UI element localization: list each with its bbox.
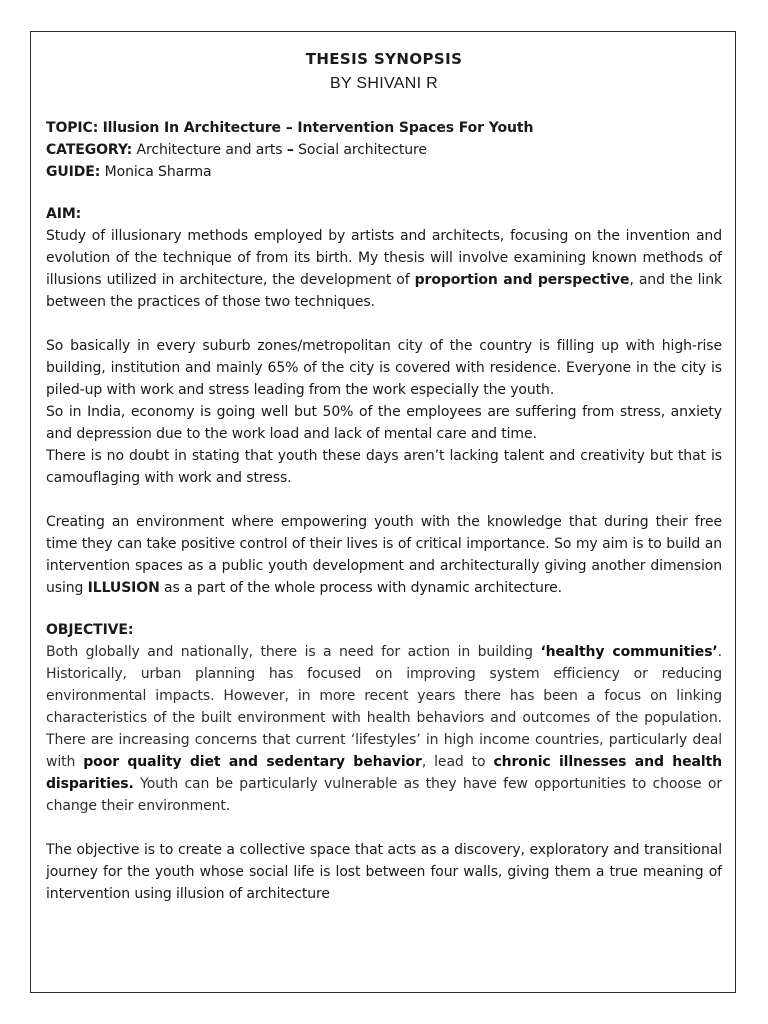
guide-label: GUIDE: [46, 164, 101, 180]
objective-paragraph-2: The objective is to create a collective space that acts as a discovery, exploratory and transitional journey for the youth whose social life is lost between four walls, giving them a true meaning of intervention using illusion of architecture [46, 842, 722, 902]
category-line [46, 139, 722, 161]
aim-paragraph-4: There is no doubt in stating that youth these days aren’t lacking talent and creativity but that is camouflaging with work and stress. [46, 448, 722, 486]
obj-p1-bold-2: poor quality diet and sedentary behavior [83, 754, 422, 770]
aim-paragraph-2: So basically in every suburb zones/metropolitan city of the country is filling up with high-rise building, institution and mainly 65% of the city is covered with residence. Everyone in the city is piled-up with work and stress leading from the work especially the youth. [46, 338, 722, 398]
aim-p5-text-b: as a part of the whole process with dynamic architecture. [159, 580, 562, 596]
category-value-a: Architecture and arts [136, 142, 283, 158]
aim-p5-text-a: Creating an environment where empowering youth with the knowledge that during their free time they can take positive control of their lives is of critical importance. So my aim is to build an intervention spaces as a public youth development and architecturally giving another dimension using [46, 514, 722, 596]
category-dash: – [286, 142, 294, 158]
thesis-meta [46, 117, 722, 183]
obj-p1-bold-1: ‘healthy communities’ [540, 644, 718, 660]
aim-p5-bold: ILLUSION [87, 580, 160, 596]
aim-p1-bold: proportion and perspective [414, 272, 630, 288]
category-value-b: Social architecture [298, 142, 427, 158]
aim-p1-text-a: Study of illusionary methods employed by artists and architects, focusing on the invention and evolution of the technique of from its birth. My thesis will involve examining known methods of illusions utilized in architecture, the development of [46, 228, 722, 288]
guide-line [46, 161, 722, 183]
objective-heading: OBJECTIVE: [46, 622, 134, 638]
obj-p1-text-c: , lead to [421, 754, 494, 770]
objective-paragraph-1 [46, 641, 722, 817]
obj-p1-text-b: . Historically, urban planning has focused on improving system efficiency or reducing environmental impacts. However, in more recent years there has been a focus on linking characteristics of the built environment with health behaviors and outcomes of the population. There are increasing concerns that current ‘lifestyles’ in high income countries, particularly deal with [46, 644, 722, 770]
aim-paragraph-3: So in India, economy is going well but 50% of the employees are suffering from stress, anxiety and depression due to the work load and lack of mental care and time. [46, 404, 722, 442]
topic-label: TOPIC: [46, 120, 99, 136]
document-author: BY SHIVANI R [330, 75, 438, 92]
guide-value: Monica Sharma [104, 164, 212, 180]
aim-paragraph-5 [46, 511, 722, 599]
aim-heading: AIM: [46, 206, 82, 222]
document-body [46, 46, 722, 905]
topic-line [46, 117, 722, 139]
obj-p1-text-d: Youth can be particularly vulnerable as they have few opportunities to choose or change their environment. [46, 776, 722, 814]
aim-p1-text-b: , and the link between the practices of those two techniques. [46, 272, 722, 310]
document-title: THESIS SYNOPSIS [305, 50, 463, 68]
aim-paragraph-1 [46, 225, 722, 313]
category-label: CATEGORY: [46, 142, 133, 158]
obj-p1-bold-3: chronic illnesses and health disparities. [46, 754, 723, 792]
obj-p1-text-a: Both globally and nationally, there is a need for action in building [46, 644, 541, 660]
topic-value: Illusion In Architecture – Intervention Spaces For Youth [102, 120, 534, 136]
